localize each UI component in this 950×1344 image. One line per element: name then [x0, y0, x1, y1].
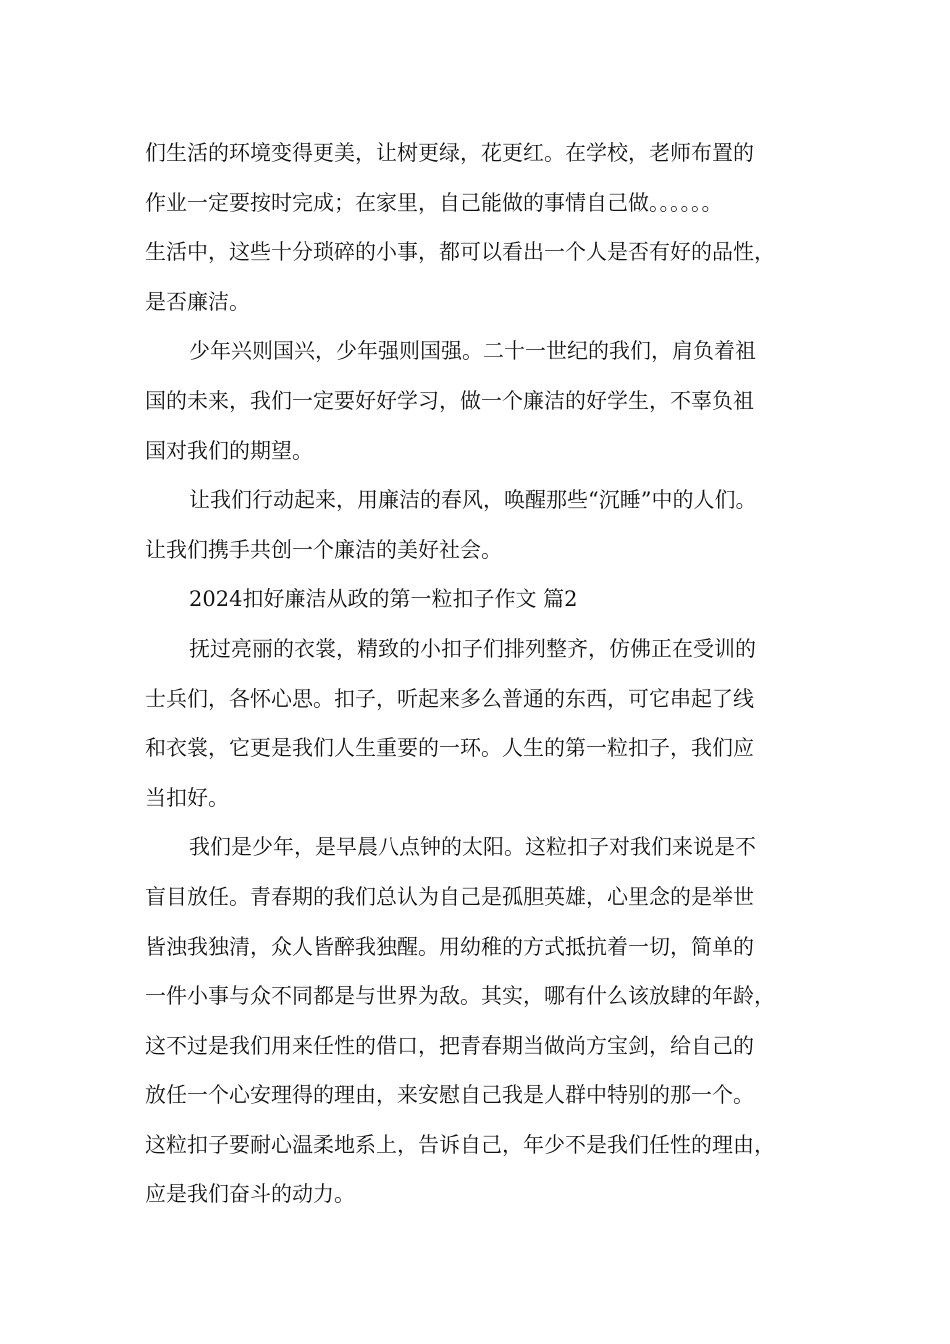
- document-body: [145, 129, 825, 1220]
- text-line: 放任一个心安理得的理由，来安慰自己我是人群中特别的那一个。: [145, 1083, 754, 1108]
- text-line: 和衣裳，它更是我们人生重要的一环。人生的第一粒扣子，我们应: [145, 736, 754, 761]
- text-line: 国对我们的期望。: [145, 438, 313, 463]
- text-line: 士兵们，各怀心思。扣子，听起来多么普通的东西，可它串起了线: [145, 686, 754, 711]
- text-line: 一件小事与众不同都是与世界为敌。其实，哪有什么该放肆的年龄，: [145, 984, 775, 1009]
- text-line: 皆浊我独清，众人皆醉我独醒。用幼稚的方式抵抗着一切，简单的: [145, 934, 754, 959]
- paragraph-start-line: 我们是少年，是早晨八点钟的太阳。这粒扣子对我们来说是不: [189, 835, 756, 860]
- text-line: 这不过是我们用来任性的借口，把青春期当做尚方宝剑，给自己的: [145, 1033, 754, 1058]
- text-line: 盲目放任。青春期的我们总认为自己是孤胆英雄，心里念的是举世: [145, 884, 754, 909]
- paragraph-start-line: 让我们行动起来，用廉洁的春风，唤醒那些“沉睡”中的人们。: [189, 488, 757, 513]
- paragraph-start-line: 抚过亮丽的衣裳，精致的小扣子们排列整齐，仿佛正在受训的: [189, 636, 756, 661]
- text-line: 们生活的环境变得更美，让树更绿，花更红。在学校，老师布置的: [145, 141, 754, 165]
- text-line: 当扣好。: [145, 785, 229, 810]
- text-line: 是否廉洁。: [145, 289, 250, 314]
- text-line: 生活中，这些十分琐碎的小事，都可以看出一个人是否有好的品性，: [145, 240, 775, 265]
- text-line: 让我们携手共创一个廉洁的美好社会。: [145, 537, 502, 562]
- text-line: 这粒扣子要耐心温柔地系上，告诉自己，年少不是我们任性的理由，: [145, 1132, 775, 1157]
- text-line: 作业一定要按时完成；在家里，自己能做的事情自己做。。。。。。: [145, 190, 723, 215]
- paragraph-start-line: 少年兴则国兴，少年强则国强。二十一世纪的我们，肩负着祖: [189, 339, 756, 364]
- text-line: 国的未来，我们一定要好好学习，做一个廉洁的好学生，不辜负祖: [145, 388, 754, 413]
- section-heading: 2024扣好廉洁从政的第一粒扣子作文 篇2: [189, 587, 578, 612]
- text-line: 应是我们奋斗的动力。: [145, 1182, 355, 1207]
